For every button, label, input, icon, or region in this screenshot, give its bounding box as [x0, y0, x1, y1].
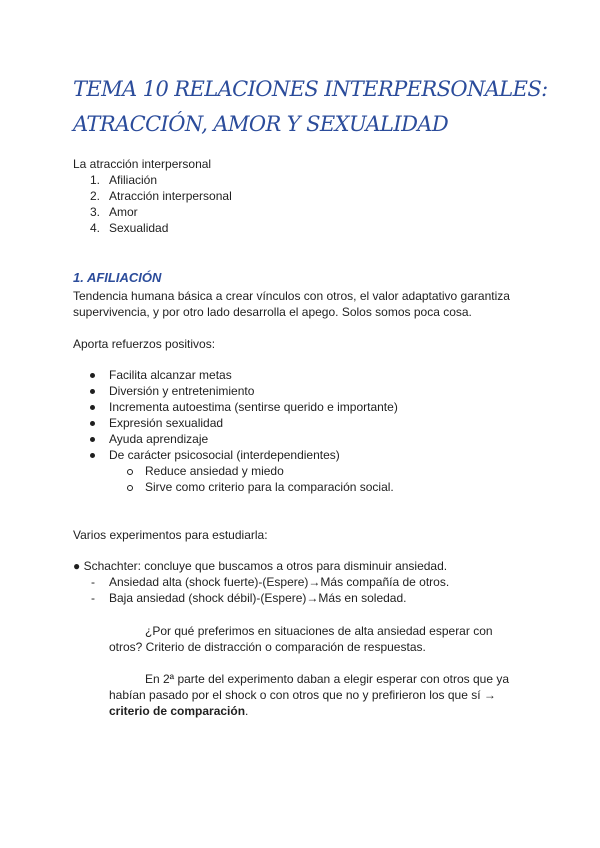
schachter-text: ● Schachter: concluye que buscamos a otros para disminuir ansiedad. — [73, 559, 448, 573]
bullet-circle-icon — [127, 485, 133, 491]
bullet-item: Facilita alcanzar metas — [109, 368, 232, 382]
period: . — [245, 704, 249, 718]
criterio-bold: criterio de comparación — [109, 704, 246, 718]
bullet-dot-icon — [90, 373, 95, 378]
title-line-1: TEMA 10 RELACIONES INTERPERSONALES: — [73, 77, 548, 101]
outline-label: Atracción interpersonal — [109, 189, 232, 203]
bullet-item: Ayuda aprendizaje — [109, 432, 209, 446]
sub-bullet-item: Sirve como criterio para la comparación social. — [145, 480, 394, 494]
dash-item: Baja ansiedad (shock débil)-(Espere)→Más en soledad. — [109, 591, 407, 605]
bullet-item: Incrementa autoestima (sentirse querido e importante) — [109, 400, 398, 414]
outline-number: 1. — [90, 173, 101, 187]
sub-bullet-item: Reduce ansiedad y miedo — [145, 464, 284, 478]
dash-marker: - — [91, 591, 95, 605]
bullet-item: Expresión sexualidad — [109, 416, 224, 430]
bullet-circle-icon — [127, 469, 133, 475]
experiment-part2-line: En 2ª parte del experimento daban a elegir esperar con otros que ya — [145, 672, 510, 686]
outline-label: Afiliación — [109, 173, 158, 187]
title-line-2: ATRACCIÓN, AMOR Y SEXUALIDAD — [73, 112, 449, 136]
bullet-item: De carácter psicosocial (interdependientes) — [109, 448, 340, 462]
bullet-dot-icon — [90, 405, 95, 410]
bullet-item: Diversión y entretenimiento — [109, 384, 255, 398]
section-heading-afiliacion: 1. AFILIACIÓN — [73, 270, 162, 285]
experimentos-text: Varios experimentos para estudiarla: — [73, 528, 268, 542]
bullet-dot-icon — [90, 453, 95, 458]
dash-marker: - — [91, 575, 95, 589]
intro-text: La atracción interpersonal — [73, 157, 212, 171]
aporta-text: Aporta refuerzos positivos: — [73, 337, 216, 351]
dash-item: Ansiedad alta (shock fuerte)-(Espere)→Más compañía de otros. — [109, 575, 450, 589]
bullet-dot-icon — [90, 437, 95, 442]
experiment-part2-line — [109, 703, 248, 719]
paragraph-line: supervivencia, y por otro lado desarrolla el apego. Solos somos poca cosa. — [73, 305, 472, 319]
question-line: otros? Criterio de distracción o comparación de respuestas. — [109, 640, 426, 654]
outline-label: Amor — [109, 205, 138, 219]
bullet-dot-icon — [90, 389, 95, 394]
outline-label: Sexualidad — [109, 221, 169, 235]
bullet-dot-icon — [90, 421, 95, 426]
paragraph-line: Tendencia humana básica a crear vínculos con otros, el valor adaptativo garantiza — [73, 289, 510, 303]
outline-number: 4. — [90, 221, 101, 235]
outline-number: 3. — [90, 205, 101, 219]
question-line: ¿Por qué preferimos en situaciones de alta ansiedad esperar con — [145, 624, 493, 638]
outline-number: 2. — [90, 189, 101, 203]
experiment-part2-line: habían pasado por el shock o con otros que no y prefirieron los que sí → — [109, 688, 496, 702]
